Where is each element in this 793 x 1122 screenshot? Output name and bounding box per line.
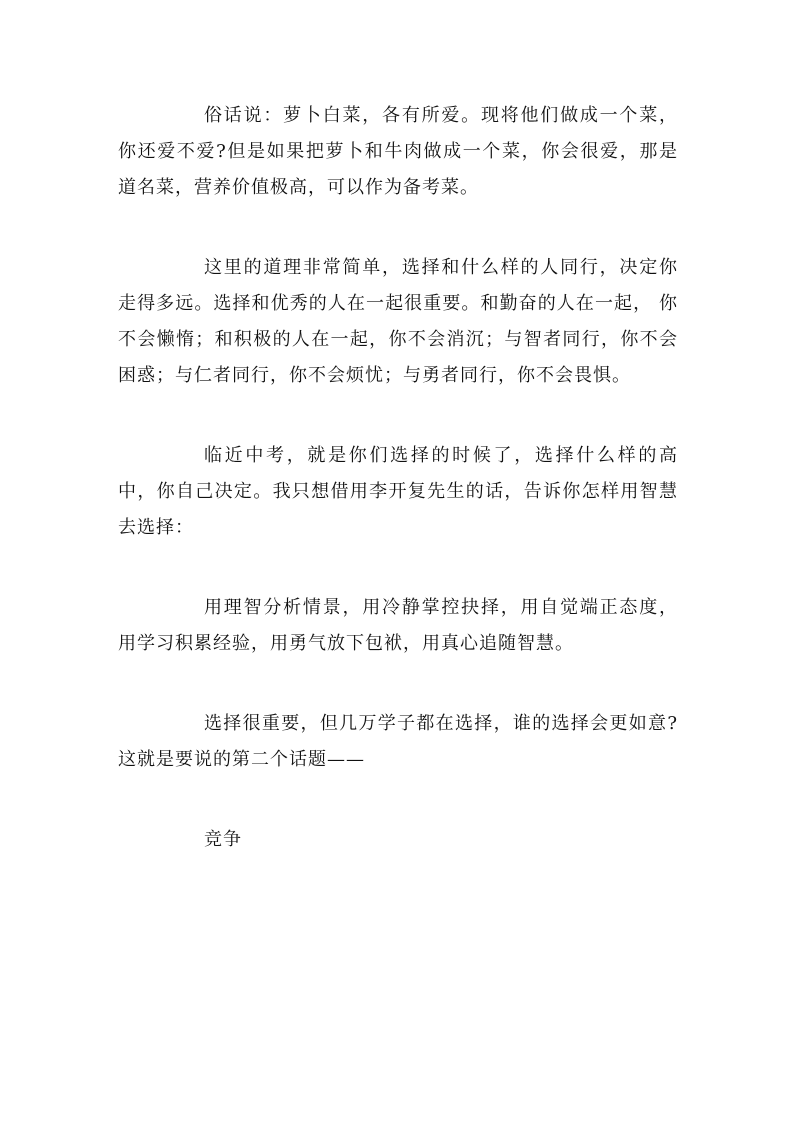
paragraph-3: 临近中考，就是你们选择的时候了，选择什么样的高中，你自己决定。我只想借用李开复先生的话，告诉你怎样用智慧去选择：: [118, 445, 678, 538]
paragraph-2: 这里的道理非常简单，选择和什么样的人同行，决定你走得多远。选择和优秀的人在一起很重要。和勤奋的人在一起， 你不会懒惰；和积极的人在一起，你不会消沉；与智者同行，你不会困惑；与仁者同行，你不会烦忧；与勇者同行，你不会畏惧。: [118, 257, 678, 386]
section-heading: 竞争: [204, 829, 242, 850]
document-body: [118, 98, 678, 858]
paragraph-1: 俗话说：萝卜白菜，各有所爱。现将他们做成一个菜，你还爱不爱?但是如果把萝卜和牛肉做成一个菜，你会很爱，那是道名菜，营养价值极高，可以作为备考菜。: [118, 105, 678, 198]
paragraph-5: 选择很重要，但几万学子都在选择，谁的选择会更如意?这就是要说的第二个话题——: [118, 713, 678, 770]
paragraph-4: 用理智分析情景，用冷静掌控抉择，用自觉端正态度，用学习积累经验，用勇气放下包袱，用真心追随智慧。: [118, 597, 678, 654]
